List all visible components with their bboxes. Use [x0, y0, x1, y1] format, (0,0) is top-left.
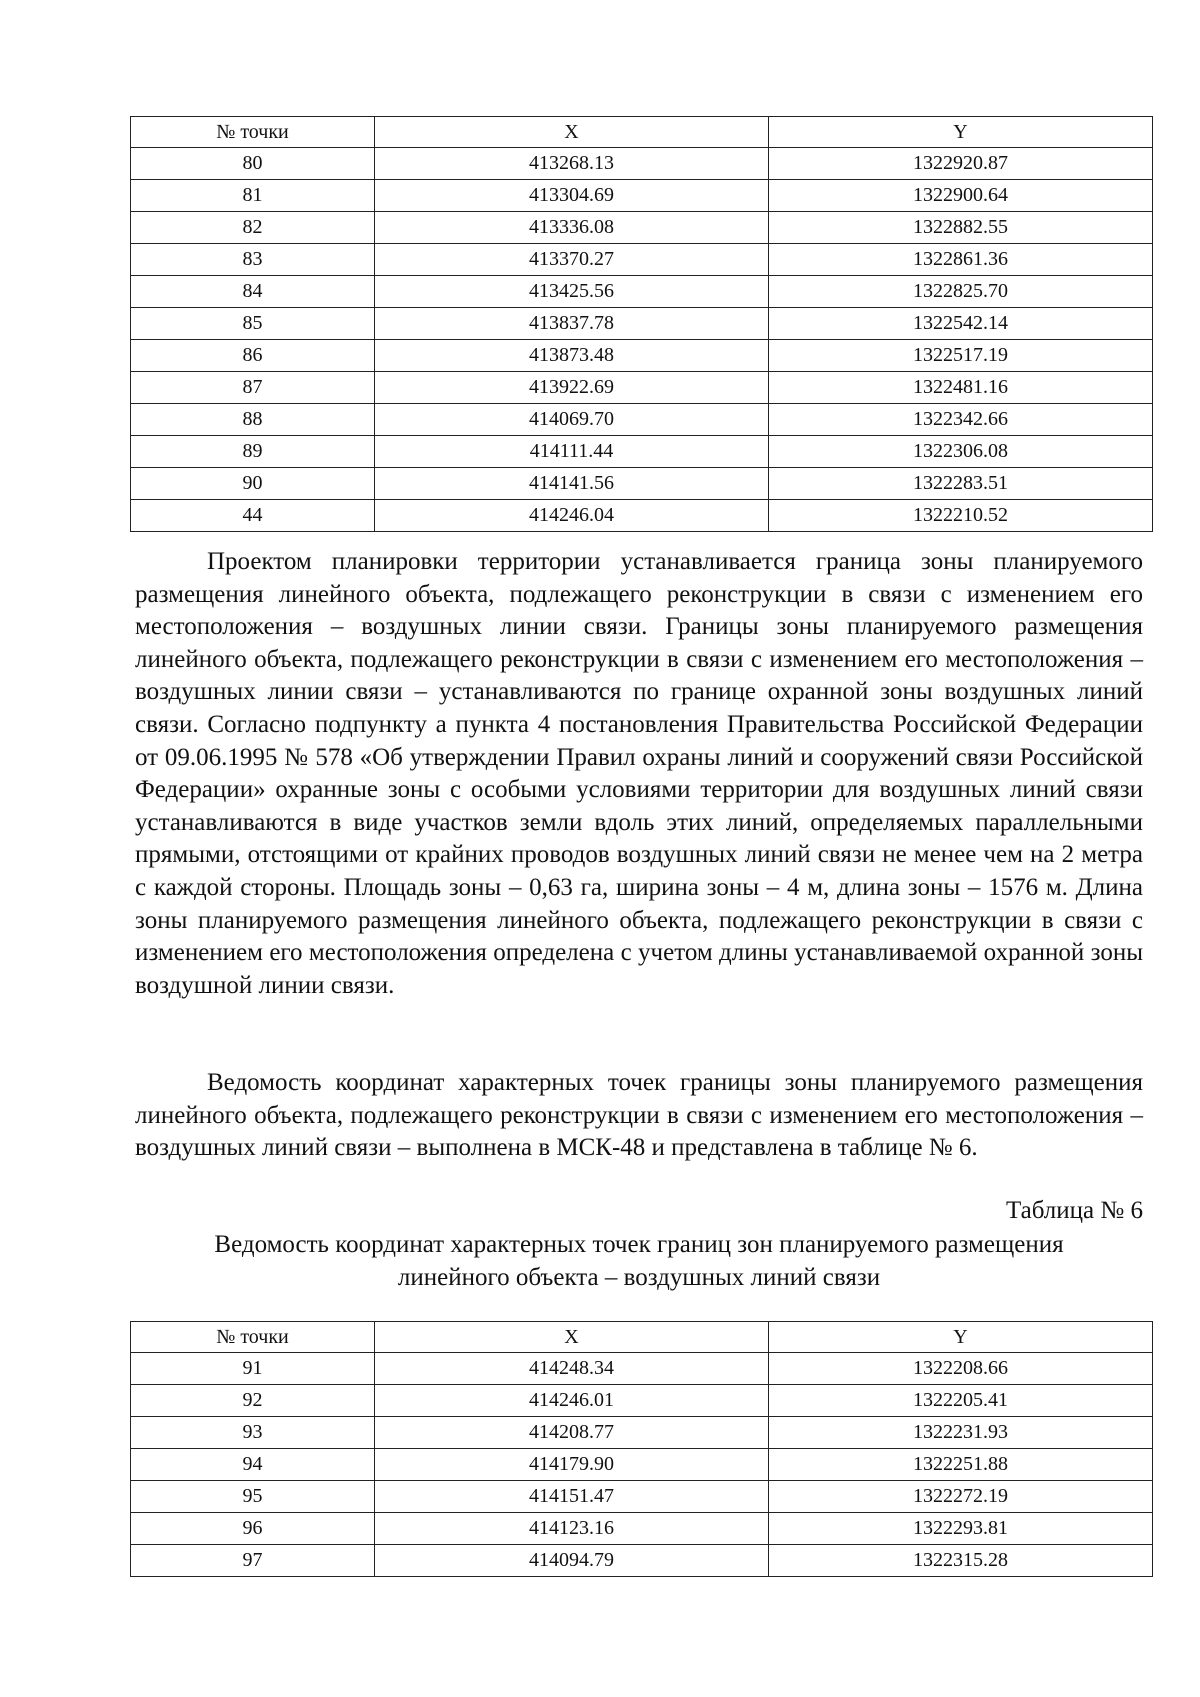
- cell-point-number: 89: [131, 436, 375, 468]
- cell-y: 1322481.16: [769, 372, 1153, 404]
- cell-point-number: 94: [131, 1449, 375, 1481]
- cell-y: 1322920.87: [769, 148, 1153, 180]
- table-row: [131, 1545, 1153, 1577]
- table-row: [131, 1449, 1153, 1481]
- cell-x: 413268.13: [375, 148, 769, 180]
- cell-y: 1322900.64: [769, 180, 1153, 212]
- header-y: Y: [769, 1322, 1153, 1353]
- table-row: [131, 500, 1153, 532]
- cell-point-number: 92: [131, 1385, 375, 1417]
- cell-x: 414141.56: [375, 468, 769, 500]
- cell-x: 413837.78: [375, 308, 769, 340]
- cell-y: 1322542.14: [769, 308, 1153, 340]
- cell-y: 1322825.70: [769, 276, 1153, 308]
- table-row: [131, 1353, 1153, 1385]
- cell-y: 1322283.51: [769, 468, 1153, 500]
- header-x: X: [375, 1322, 769, 1353]
- table-row: [131, 372, 1153, 404]
- cell-point-number: 87: [131, 372, 375, 404]
- cell-y: 1322231.93: [769, 1417, 1153, 1449]
- header-x: X: [375, 117, 769, 148]
- cell-x: 414111.44: [375, 436, 769, 468]
- cell-point-number: 93: [131, 1417, 375, 1449]
- cell-x: 413336.08: [375, 212, 769, 244]
- cell-x: 414069.70: [375, 404, 769, 436]
- cell-x: 414094.79: [375, 1545, 769, 1577]
- cell-point-number: 96: [131, 1513, 375, 1545]
- table-row: [131, 468, 1153, 500]
- coordinates-table-6: [130, 1321, 1153, 1577]
- cell-point-number: 90: [131, 468, 375, 500]
- cell-point-number: 80: [131, 148, 375, 180]
- cell-y: 1322205.41: [769, 1385, 1153, 1417]
- cell-x: 414123.16: [375, 1513, 769, 1545]
- cell-x: 413425.56: [375, 276, 769, 308]
- coordinates-table-top: [130, 116, 1153, 532]
- cell-x: 413304.69: [375, 180, 769, 212]
- cell-point-number: 85: [131, 308, 375, 340]
- table-row: [131, 1513, 1153, 1545]
- table-row: [131, 1417, 1153, 1449]
- table-row: [131, 1481, 1153, 1513]
- header-point-number: № точки: [131, 1322, 375, 1353]
- cell-y: 1322315.28: [769, 1545, 1153, 1577]
- paragraph-2-text: Ведомость координат характерных точек границы зоны планируемого размещения линейного объекта, подлежащего реконструкции в связи с изменением его местоположения – воздушных линий связи – выполнена в МСК-48 и представлена в таблице № 6.: [135, 1069, 1143, 1162]
- cell-point-number: 97: [131, 1545, 375, 1577]
- table-row: [131, 308, 1153, 340]
- cell-point-number: 88: [131, 404, 375, 436]
- paragraph-coordinates-statement: [135, 1067, 1143, 1165]
- cell-point-number: 95: [131, 1481, 375, 1513]
- cell-x: 414246.04: [375, 500, 769, 532]
- table-row: [131, 404, 1153, 436]
- cell-point-number: 91: [131, 1353, 375, 1385]
- cell-x: 413922.69: [375, 372, 769, 404]
- table-caption-line-2: линейного объекта – воздушных линий связи: [397, 1264, 881, 1291]
- cell-y: 1322208.66: [769, 1353, 1153, 1385]
- cell-x: 414246.01: [375, 1385, 769, 1417]
- cell-x: 413873.48: [375, 340, 769, 372]
- table-row: [131, 340, 1153, 372]
- cell-x: 414151.47: [375, 1481, 769, 1513]
- cell-point-number: 86: [131, 340, 375, 372]
- table-header-row: [131, 117, 1153, 148]
- table-header-row: [131, 1322, 1153, 1353]
- header-point-number: № точки: [131, 117, 375, 148]
- table-body: [131, 1353, 1153, 1577]
- table-number-label: Таблица № 6: [1005, 1197, 1143, 1224]
- cell-y: 1322272.19: [769, 1481, 1153, 1513]
- table-caption: [135, 1228, 1143, 1294]
- cell-y: 1322210.52: [769, 500, 1153, 532]
- cell-x: 414208.77: [375, 1417, 769, 1449]
- table-row: [131, 1385, 1153, 1417]
- table-row: [131, 436, 1153, 468]
- cell-y: 1322306.08: [769, 436, 1153, 468]
- cell-point-number: 83: [131, 244, 375, 276]
- cell-x: 414248.34: [375, 1353, 769, 1385]
- table-row: [131, 244, 1153, 276]
- cell-y: 1322342.66: [769, 404, 1153, 436]
- table-row: [131, 212, 1153, 244]
- cell-y: 1322861.36: [769, 244, 1153, 276]
- cell-point-number: 44: [131, 500, 375, 532]
- table-caption-line-1: Ведомость координат характерных точек границ зон планируемого размещения: [214, 1231, 1064, 1258]
- cell-y: 1322517.19: [769, 340, 1153, 372]
- cell-x: 413370.27: [375, 244, 769, 276]
- cell-point-number: 84: [131, 276, 375, 308]
- paragraph-zone-boundary: [135, 546, 1143, 1002]
- table-body: [131, 148, 1153, 532]
- paragraph-1-text: Проектом планировки территории устанавливается граница зоны планируемого размещения линейного объекта, подлежащего реконструкции в связи с изменением его местоположения – воздушных линии связи. Границы зоны планируемого размещения линейного объекта, подлежащего реконструкции в связи с изменением его местоположения – воздушных линии связи – устанавливаются по границе охранной зоны воздушных линий связи. Согласно подпункту а пункта 4 постановления Правительства Российской Федерации от 09.06.1995 № 578 «Об утверждении Правил охраны линий и сооружений связи Российской Федерации» охранные зоны с особыми условиями территории для воздушных линий связи устанавливаются в виде участков земли вдоль этих линий, определяемых параллельными прямыми, отстоящими от крайних проводов воздушных линий связи не менее чем на 2 метра с каждой стороны. Площадь зоны – 0,63 га, ширина зоны – 4 м, длина зоны – 1576 м. Длина зоны планируемого размещения линейного объекта, подлежащего реконструкции в связи с изменением его местоположения определена с учетом длины устанавливаемой охранной зоны воздушной линии связи.: [135, 548, 1143, 999]
- cell-point-number: 81: [131, 180, 375, 212]
- cell-y: 1322293.81: [769, 1513, 1153, 1545]
- header-y: Y: [769, 117, 1153, 148]
- cell-y: 1322882.55: [769, 212, 1153, 244]
- cell-x: 414179.90: [375, 1449, 769, 1481]
- table-row: [131, 276, 1153, 308]
- table-row: [131, 180, 1153, 212]
- cell-point-number: 82: [131, 212, 375, 244]
- cell-y: 1322251.88: [769, 1449, 1153, 1481]
- table-row: [131, 148, 1153, 180]
